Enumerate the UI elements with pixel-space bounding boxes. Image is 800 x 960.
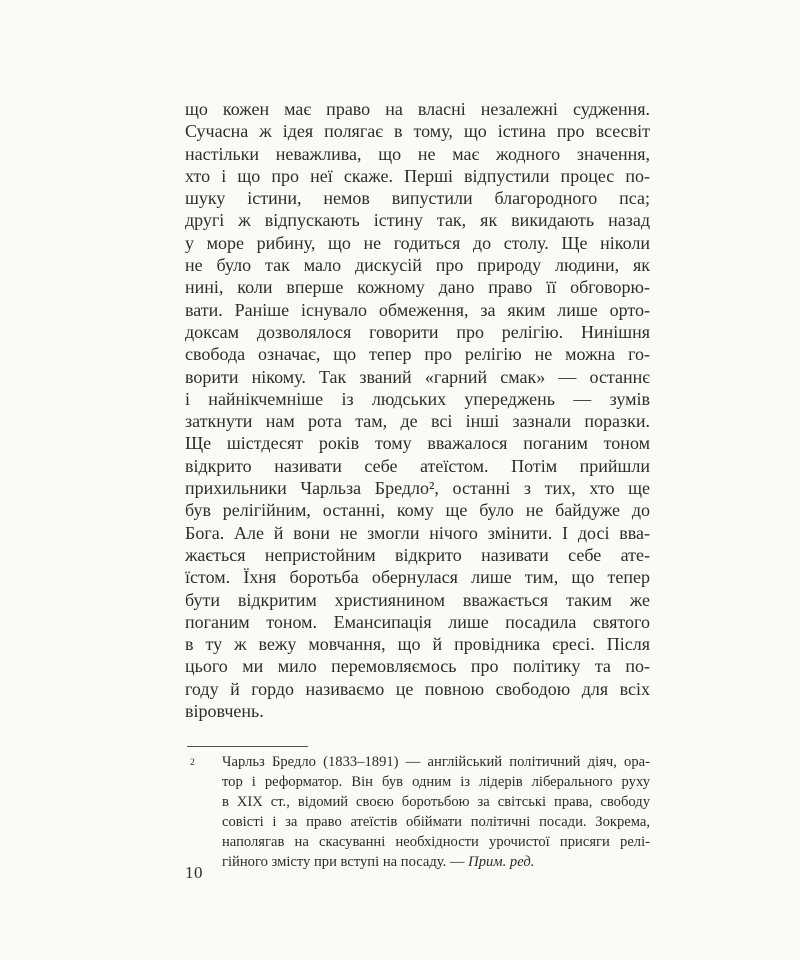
body-text-line: Ще шістдесят років тому вважалося поганим тоном (185, 433, 650, 454)
footnote-divider (187, 746, 308, 747)
body-text-line: году й гордо називаємо це повною свободою для всіх (185, 678, 650, 699)
body-text-line: хто і що про неї скаже. Перші відпустили процес по- (185, 165, 650, 186)
body-text-line: Бога. Але й вони не змогли нічого змінити. І досі вва- (185, 522, 650, 543)
body-text-line: Сучасна ж ідея полягає в тому, що істина про всесвіт (185, 121, 650, 142)
body-text-line: бути відкритим християнином вважається таким же (185, 589, 650, 610)
footnote-last-line-text: гійного змісту при вступі на посаду. — (222, 854, 469, 870)
footnote-text-line: наполягав на скасуванні необхідности урочистої присяги релі- (222, 834, 650, 850)
page-number: 10 (185, 863, 203, 882)
body-text (185, 98, 650, 722)
body-text-line: прихильники Чарльза Бредло², останні з тих, хто ще (185, 478, 650, 499)
body-text-line: що кожен має право на власні незалежні судження. (185, 99, 650, 119)
body-text-line: жається непристойним відкрито називати себе ате- (185, 544, 650, 565)
body-text-line: доксам дозволялося говорити про релігію. Нинішня (185, 321, 650, 342)
body-text-line: їстом. Їхня боротьба обернулася лише тим, що тепер (185, 567, 650, 588)
footnote-text-line: Чарльз Бредло (1833–1891) — англійський політичний діяч, ора- (222, 754, 650, 770)
body-text-line: в ту ж вежу мовчання, що й провідника єресі. Після (185, 634, 650, 655)
footnote-editor-note: Прим. ред. (468, 854, 535, 870)
footnote-body (185, 752, 650, 872)
footnote-text-line: тор і реформатор. Він був одним із лідерів ліберального руху (222, 774, 650, 790)
body-text-line: ворити нікому. Так званий «гарний смак» — останнє (185, 366, 650, 387)
body-text-line: у море рибину, що не годиться до столу. Ще ніколи (185, 232, 650, 253)
body-text-line: заткнути нам рота там, де всі інші зазнали поразки. (185, 411, 650, 432)
body-text-line: другі ж відпускають істину так, як викидають назад (185, 210, 650, 231)
body-text-line: і найнікчемніше із людських упереджень — зумів (185, 388, 650, 409)
body-text-line: відкрито називати себе атеїстом. Потім прийшли (185, 455, 650, 476)
body-text-line: свобода означає, що тепер про релігію не можна го- (185, 344, 650, 365)
footnote-marker: 2 (190, 758, 195, 768)
footnote (185, 746, 650, 872)
body-text-line: настільки неважлива, що не має жодного значення, (185, 143, 650, 164)
body-text-line: нині, коли вперше кожному дано право її обговорю- (185, 277, 650, 298)
body-text-line: цього ми мило перемовляємось про політику та по- (185, 656, 650, 677)
body-text-line: не було так мало дискусій про природу людини, як (185, 255, 650, 276)
footnote-text-line: совісті і за право атеїстів обіймати політичні посади. Зокрема, (222, 814, 650, 830)
footnote-lines (222, 752, 650, 852)
footnote-last-line (222, 852, 650, 872)
footnote-text-line: в XIX ст., відомий своєю боротьбою за світські права, свободу (222, 794, 650, 810)
body-text-line: був релігійним, останні, кому ще було не байдуже до (185, 500, 650, 521)
body-text-line: вати. Раніше існувало обмеження, за яким лише орто- (185, 299, 650, 320)
body-text-line: поганим тоном. Емансипація лише посадила святого (185, 611, 650, 632)
body-text-line: віровчень. (185, 701, 264, 722)
body-text-line: шуку істини, немов випустили благородного пса; (185, 188, 650, 209)
